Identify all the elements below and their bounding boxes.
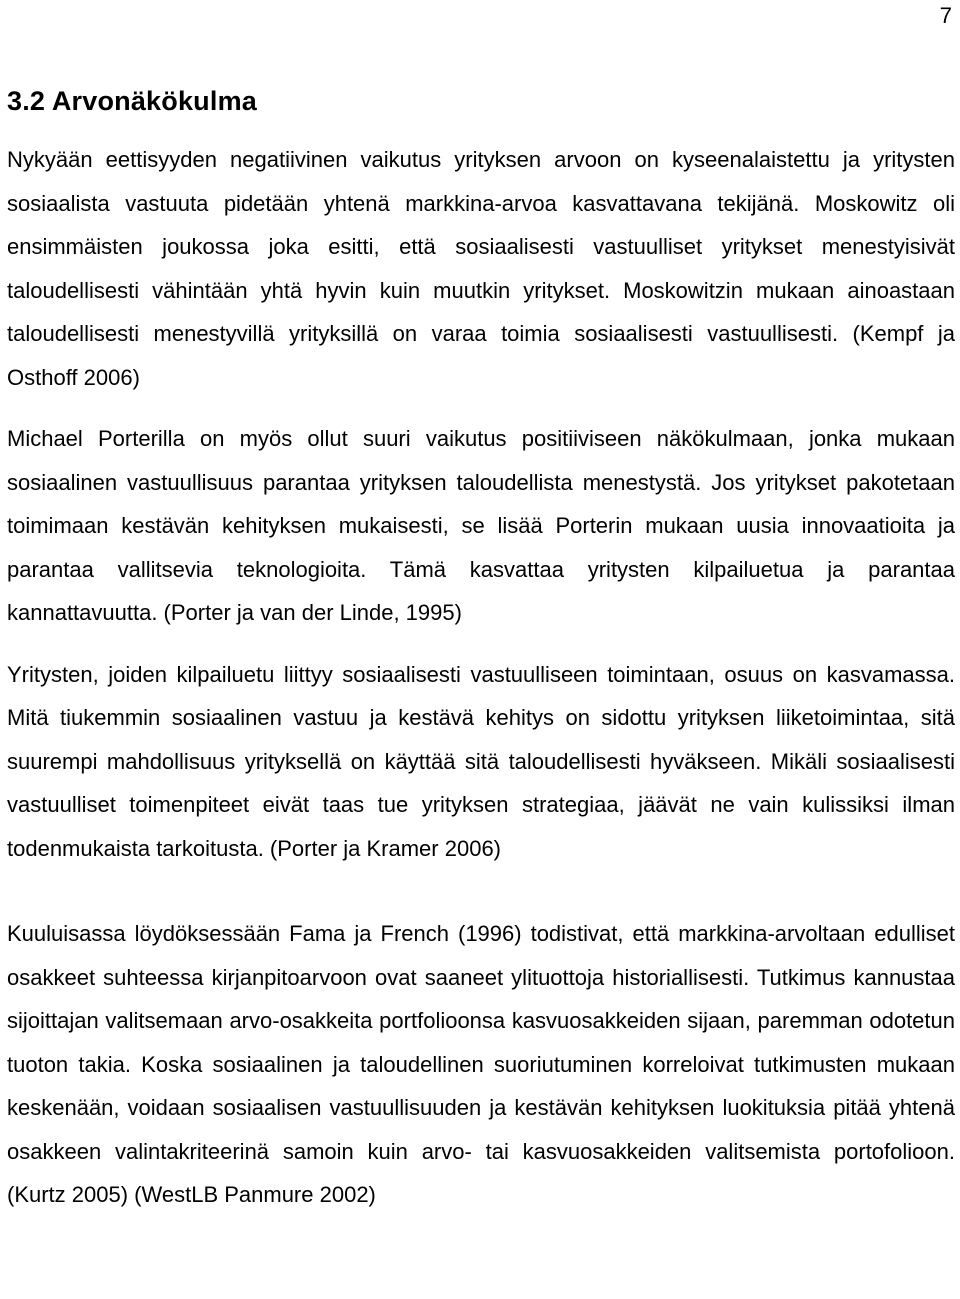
paragraph-value-stocks: Kuuluisassa löydöksessään Fama ja French (1996) todistivat, että markkina-arvoltaan edulliset osakkeet suhteessa kirjanpitoarvoon ovat saaneet ylituottoja historiallisesti. Tutkimus kannustaa sijoittajan valitsemaan arvo-osakkeita portfolioonsa kasvuosakkeiden sijaan, paremman odotetun tuoton takia. Koska sosiaalinen ja taloudellinen suoriutuminen korreloivat tutkimusten mukaan keskenään, voidaan sosiaalisen vastuullisuuden ja kestävän kehityksen luokituksia pitää yhtenä osakkeen valintakriteerinä samoin kuin arvo- tai kasvuosakkeiden valitsemista portofolioon. (Kurtz 2005) (WestLB Panmure 2002) [7,921,955,1207]
page-number: 7 [939,3,952,28]
paragraph-value-perspective: Nykyään eettisyyden negatiivinen vaikutus yrityksen arvoon on kyseenalaistettu ja yritysten sosiaalista vastuuta pidetään yhtenä markkina-arvoa kasvattavana tekijänä. Moskowitz oli ensimmäisten joukossa joka esitti, että sosiaalisesti vastuulliset yritykset menestyisivät taloudellisesti vähintään yhtä hyvin kuin muutkin yritykset. Moskowitzin mukaan ainoastaan taloudellisesti menestyvillä yrityksillä on varaa toimia sosiaalisesti vastuullisesti. (Kempf ja Osthoff 2006) [7,147,955,390]
paragraph-porter-view: Michael Porterilla on myös ollut suuri vaikutus positiiviseen näkökulmaan, jonka mukaan sosiaalinen vastuullisuus parantaa yrityksen taloudellista menestystä. Jos yritykset pakotetaan toimimaan kestävän kehityksen mukaisesti, se lisää Porterin mukaan uusia innovaatioita ja parantaa vallitsevia teknologioita. Tämä kasvattaa yritysten kilpailuetua ja parantaa kannattavuutta. (Porter ja van der Linde, 1995) [7,426,955,625]
section-heading: 3.2 Arvonäkökulma [7,86,257,116]
paragraph-competitive-advantage: Yritysten, joiden kilpailuetu liittyy sosiaalisesti vastuulliseen toimintaan, osuus on kasvamassa. Mitä tiukemmin sosiaalinen vastuu ja kestävä kehitys on sidottu yrityksen liiketoimintaa, sitä suurempi mahdollisuus yrityksellä on käyttää sitä taloudellisesti hyväkseen. Mikäli sosiaalisesti vastuulliset toimenpiteet eivät taas tue yrityksen strategiaa, jäävät ne vain kulissiksi ilman todenmukaista tarkoitusta. (Porter ja Kramer 2006) [7,661,955,861]
document-content [7,84,955,1217]
